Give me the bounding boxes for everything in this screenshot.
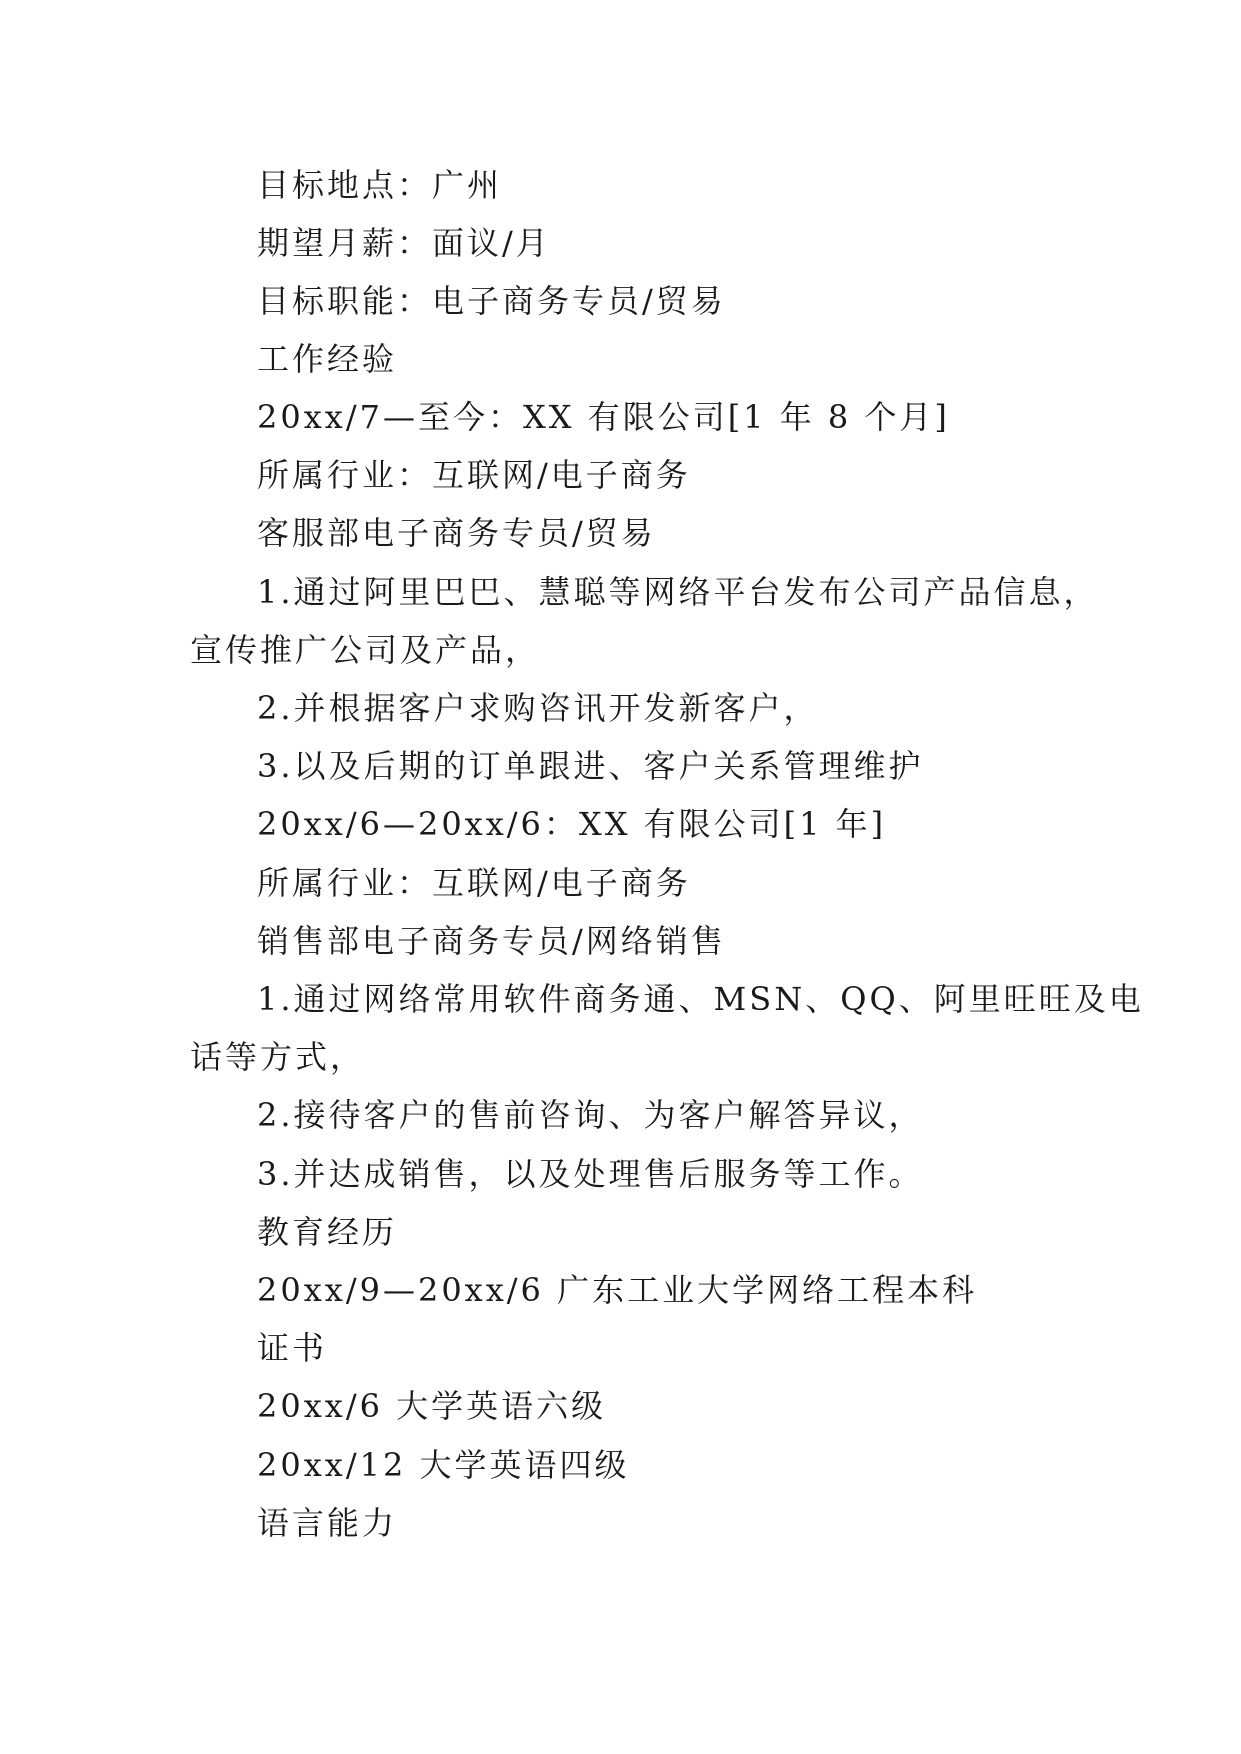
education-entry-line: 20xx/9—20xx/6 广东工业大学网络工程本科	[257, 1271, 978, 1309]
target-function-line: 目标职能：电子商务专员/贸易	[257, 282, 726, 320]
job-1-duty-2-line: 2.并根据客户求购咨讯开发新客户，	[257, 689, 819, 727]
job-1-position-line: 客服部电子商务专员/贸易	[257, 514, 656, 552]
target-location-line: 目标地点：广州	[257, 166, 503, 204]
expected-salary-line: 期望月薪：面议/月	[257, 224, 551, 262]
certificate-cet6-line: 20xx/6 大学英语六级	[257, 1387, 607, 1425]
job-2-duty-1-continuation: 话等方式，	[190, 1038, 366, 1076]
language-ability-heading: 语言能力	[257, 1504, 398, 1542]
work-experience-heading: 工作经验	[257, 340, 398, 378]
job-1-industry-line: 所属行业：互联网/电子商务	[257, 456, 691, 494]
job-2-position-line: 销售部电子商务专员/网络销售	[257, 922, 726, 960]
job-2-duty-2-line: 2.接待客户的售前咨询、为客户解答异议，	[257, 1096, 924, 1134]
certificate-cet4-line: 20xx/12 大学英语四级	[257, 1446, 630, 1484]
job-2-industry-line: 所属行业：互联网/电子商务	[257, 864, 691, 902]
certificates-heading: 证书	[257, 1329, 328, 1367]
education-heading: 教育经历	[257, 1213, 398, 1251]
job-2-duty-1-line: 1.通过网络常用软件商务通、MSN、QQ、阿里旺旺及电	[257, 980, 1144, 1018]
job-1-duty-1-line: 1.通过阿里巴巴、慧聪等网络平台发布公司产品信息，	[257, 573, 1099, 611]
job-1-duty-1-continuation: 宣传推广公司及产品，	[190, 631, 541, 669]
job-1-period-line: 20xx/7—至今：XX 有限公司[1 年 8 个月]	[257, 398, 950, 436]
job-1-duty-3-line: 3.以及后期的订单跟进、客户关系管理维护	[257, 747, 924, 785]
job-2-duty-3-line: 3.并达成销售，以及处理售后服务等工作。	[257, 1155, 924, 1193]
job-2-period-line: 20xx/6—20xx/6：XX 有限公司[1 年]	[257, 805, 887, 843]
